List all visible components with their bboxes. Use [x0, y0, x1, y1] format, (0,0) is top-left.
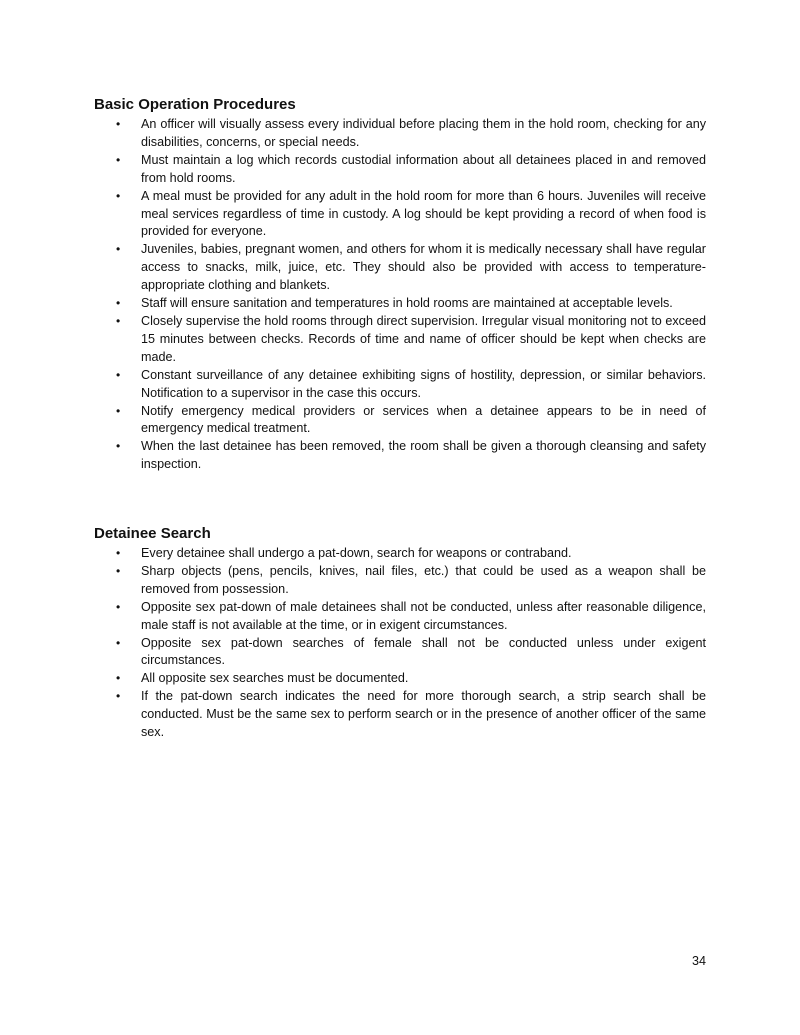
list-item-text: Juveniles, babies, pregnant women, and others for whom it is medically necessary shall have regular access to snacks, milk, juice, etc. They should also be provided with access to temperature-appropriate clothing and blankets.	[141, 242, 706, 293]
list-item-text: Every detainee shall undergo a pat-down, search for weapons or contraband.	[141, 546, 572, 560]
bullet-icon: •	[116, 671, 121, 686]
page-number: 34	[691, 954, 706, 968]
list-item-text: Notify emergency medical providers or services when a detainee appears to be in need of emergency medical treatment.	[141, 403, 706, 436]
section-basic-operation-procedures	[94, 95, 706, 474]
bullet-icon: •	[116, 152, 121, 167]
list-item	[94, 545, 706, 563]
list-item	[94, 599, 706, 635]
list-item	[94, 635, 706, 671]
list-item	[94, 367, 706, 403]
list-item-text: Closely supervise the hold rooms through direct supervision. Irregular visual monitoring not to exceed 15 minutes between checks. Records of time and name of officer should be kept when checks are made.	[141, 313, 706, 364]
list-item	[94, 438, 706, 474]
bullet-icon: •	[116, 635, 121, 650]
list-item	[94, 152, 706, 188]
list-item-text: Staff will ensure sanitation and temperatures in hold rooms are maintained at acceptable levels.	[141, 296, 673, 311]
list-item	[94, 188, 706, 242]
list-item	[94, 116, 706, 152]
section-detainee-search	[94, 524, 706, 742]
list-item	[94, 563, 706, 599]
list-item-text: All opposite sex searches must be documented.	[141, 671, 409, 686]
list-item-text: Opposite sex pat-down searches of female shall not be conducted unless under exigent circumstances.	[141, 635, 706, 668]
list-item	[94, 670, 706, 688]
bullet-list	[94, 116, 706, 474]
list-item	[94, 295, 706, 313]
bullet-icon: •	[116, 313, 121, 328]
bullet-list	[94, 545, 706, 742]
bullet-icon: •	[116, 242, 121, 257]
bullet-icon: •	[116, 563, 121, 578]
bullet-icon: •	[116, 546, 121, 560]
list-item-text: Sharp objects (pens, pencils, knives, nail files, etc.) that could be used as a weapon shall be removed from possession.	[141, 563, 706, 596]
list-item-text: If the pat-down search indicates the need for more thorough search, a strip search shall be conducted. Must be the same sex to perform search or in the presence of another officer of the same sex.	[141, 689, 706, 740]
list-item	[94, 403, 706, 439]
list-item	[94, 241, 706, 295]
list-item-text: Constant surveillance of any detainee exhibiting signs of hostility, depression, or similar behaviors. Notification to a supervisor in the case this occurs.	[141, 367, 706, 400]
bullet-icon: •	[116, 296, 121, 311]
list-item	[94, 313, 706, 367]
bullet-icon: •	[116, 439, 121, 454]
bullet-icon: •	[116, 188, 121, 203]
section-heading: Detainee Search	[94, 525, 211, 542]
list-item-text: Must maintain a log which records custodial information about all detainees placed in and removed from hold rooms.	[141, 152, 706, 185]
list-item	[94, 688, 706, 742]
bullet-icon: •	[116, 403, 121, 418]
list-item-text: An officer will visually assess every individual before placing them in the hold room, checking for any disabilities, concerns, or special needs.	[141, 117, 706, 149]
bullet-icon: •	[116, 599, 121, 614]
list-item-text: When the last detainee has been removed, the room shall be given a thorough cleansing and safety inspection.	[141, 439, 706, 472]
list-item-text: Opposite sex pat-down of male detainees shall not be conducted, unless after reasonable diligence, male staff is not available at the time, or in exigent circumstances.	[141, 599, 706, 632]
bullet-icon: •	[116, 117, 121, 131]
section-heading: Basic Operation Procedures	[94, 96, 296, 113]
list-item-text: A meal must be provided for any adult in the hold room for more than 6 hours. Juveniles will receive meal services regardless of time in custody. A log should be kept providing a record of when food is provided for everyone.	[141, 188, 706, 239]
bullet-icon: •	[116, 689, 121, 704]
bullet-icon: •	[116, 367, 121, 382]
